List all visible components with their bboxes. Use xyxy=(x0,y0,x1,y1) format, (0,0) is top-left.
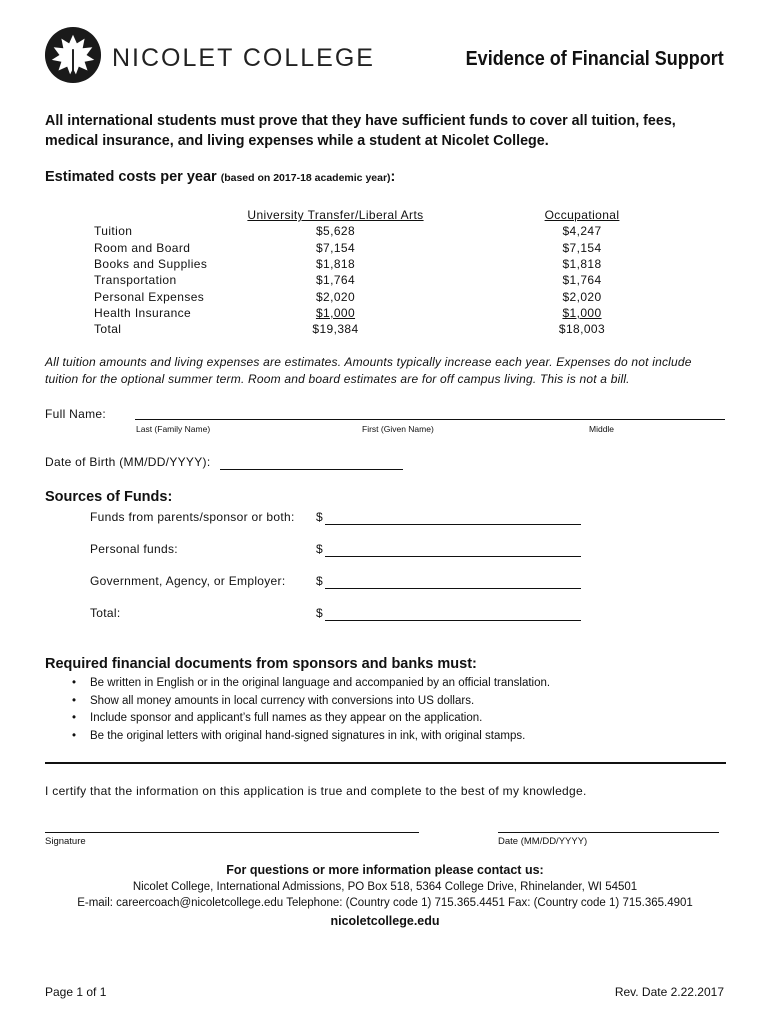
cost-label: Health Insurance xyxy=(94,305,192,320)
cost-occ: $1,764 xyxy=(562,273,602,288)
section-divider xyxy=(45,762,726,764)
cost-occ: $1,818 xyxy=(562,257,602,272)
cost-univ: $2,020 xyxy=(315,289,356,304)
intro-text: All international students must prove that they have sufficient funds to cover all tuition, fees, medical insurance, and living expenses while a student at Nicolet College. xyxy=(45,113,676,149)
contact-address: Nicolet College, International Admissions, PO Box 518, 5364 College Drive, Rhinelander, WI 54501 xyxy=(132,881,638,893)
cost-univ: $19,384 xyxy=(312,322,359,337)
cost-univ: $5,628 xyxy=(315,224,356,239)
middle-name-caption: Middle xyxy=(589,424,615,434)
currency-sign: $ xyxy=(316,574,323,588)
requirements-heading: Required financial documents from sponsors and banks must: xyxy=(45,656,477,672)
list-item: • Be the original letters with original hand-signed signatures in ink, with original stamps. xyxy=(72,728,712,746)
funds-government-input[interactable] xyxy=(325,574,581,589)
cost-col-univ: University Transfer/Liberal Arts xyxy=(247,208,424,223)
page-number: Page 1 of 1 xyxy=(45,985,107,999)
college-name: NICOLET COLLEGE xyxy=(112,44,375,72)
signature-input[interactable] xyxy=(45,818,419,833)
date-caption: Date (MM/DD/YYYY) xyxy=(498,836,588,847)
costs-heading-note: (based on 2017-18 academic year) xyxy=(220,172,391,184)
cost-univ: $1,818 xyxy=(315,257,356,272)
cost-occ: $1,000 xyxy=(562,305,602,320)
funds-personal-input[interactable] xyxy=(325,542,581,557)
cost-univ: $1,000 xyxy=(315,305,356,320)
cost-occ-cell xyxy=(427,305,737,321)
table-row xyxy=(94,223,737,239)
funds-personal-label: Personal funds: xyxy=(90,542,178,556)
document-title: Evidence of Financial Support xyxy=(465,48,724,70)
cost-occ: $18,003 xyxy=(558,322,606,337)
currency-sign: $ xyxy=(316,542,323,556)
cost-label: Room and Board xyxy=(94,240,191,255)
table-row xyxy=(94,256,737,272)
disclaimer-text: All tuition amounts and living expenses are estimates. Amounts typically increase each year. Expenses do not include tuition for the optional summer term. Room and board estimates are for off campus living. This is not a bill. xyxy=(45,355,692,386)
contact-email-phone: E-mail: careercoach@nicoletcollege.edu Telephone: (Country code 1) 715.365.4451 Fax: (Country code 1) 715.365.4901 xyxy=(77,897,693,909)
cost-univ-cell xyxy=(244,305,427,321)
cost-col-label xyxy=(94,207,244,223)
costs-heading-text: Estimated costs per year xyxy=(45,169,217,185)
full-name-label: Full Name: xyxy=(45,407,107,421)
cost-occ: $7,154 xyxy=(562,240,602,255)
website-link[interactable]: nicoletcollege.edu xyxy=(330,914,440,928)
cost-table-header xyxy=(94,207,737,223)
cost-univ: $7,154 xyxy=(315,240,356,255)
cost-label: Personal Expenses xyxy=(94,289,205,304)
costs-heading xyxy=(45,169,395,185)
funds-total-label: Total: xyxy=(90,606,121,620)
list-item: • Be written in English or in the original language and accompanied by an official translation. xyxy=(72,675,712,693)
dob-label: Date of Birth (MM/DD/YYYY): xyxy=(45,455,211,469)
cost-label: Books and Supplies xyxy=(94,257,208,272)
requirements-list xyxy=(72,675,712,745)
funds-parents-label: Funds from parents/sponsor or both: xyxy=(90,510,295,524)
cost-label: Transportation xyxy=(94,273,177,288)
cost-col-occ: Occupational xyxy=(544,208,620,223)
costs-heading-colon: : xyxy=(390,169,396,185)
table-row xyxy=(94,272,737,288)
table-row xyxy=(94,240,737,256)
table-row xyxy=(94,305,737,321)
first-name-caption: First (Given Name) xyxy=(362,424,434,434)
currency-sign: $ xyxy=(316,510,323,524)
currency-sign: $ xyxy=(316,606,323,620)
signature-caption: Signature xyxy=(45,836,86,847)
cost-occ: $2,020 xyxy=(562,289,602,304)
list-item: • Show all money amounts in local currency with conversions into US dollars. xyxy=(72,693,712,711)
funds-total-input[interactable] xyxy=(325,606,581,621)
full-name-input[interactable] xyxy=(135,405,725,420)
list-item: • Include sponsor and applicant’s full names as they appear on the application. xyxy=(72,710,712,728)
revision-date: Rev. Date 2.22.2017 xyxy=(614,985,724,999)
cost-occ: $4,247 xyxy=(562,224,602,239)
cost-label: Total xyxy=(94,322,122,337)
certify-text: I certify that the information on this application is true and complete to the best of my knowledge. xyxy=(45,784,587,798)
table-row xyxy=(94,321,737,337)
last-name-caption: Last (Family Name) xyxy=(136,424,211,434)
table-row xyxy=(94,288,737,304)
cost-univ: $1,764 xyxy=(315,273,356,288)
cost-table xyxy=(94,207,737,337)
contact-heading: For questions or more information please contact us: xyxy=(226,863,544,877)
date-input[interactable] xyxy=(498,818,719,833)
funds-parents-input[interactable] xyxy=(325,510,581,525)
sources-heading: Sources of Funds: xyxy=(45,489,173,505)
dob-input[interactable] xyxy=(220,455,403,470)
leaf-logo-icon xyxy=(44,26,102,84)
cost-label: Tuition xyxy=(94,224,133,239)
funds-government-label: Government, Agency, or Employer: xyxy=(90,574,286,588)
